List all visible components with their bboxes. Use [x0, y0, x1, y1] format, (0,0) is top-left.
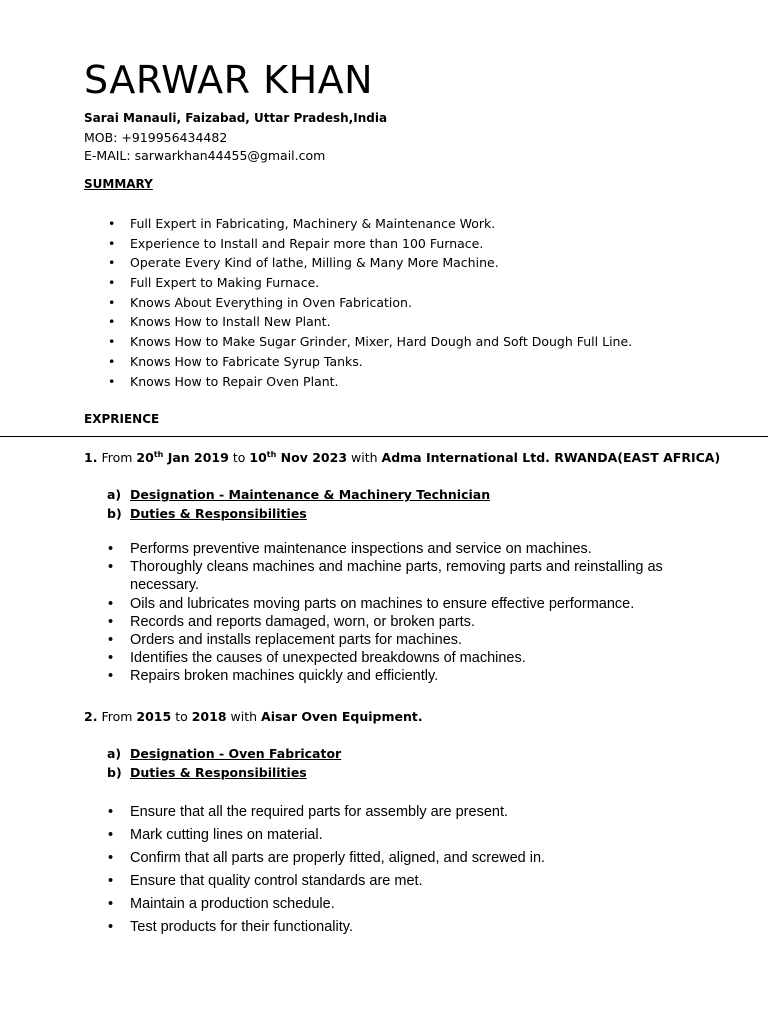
bullet-icon: •	[108, 353, 116, 369]
bullet-icon: •	[108, 275, 116, 291]
company-name: Aisar Oven Equipment.	[261, 709, 423, 724]
bullet-icon: •	[108, 896, 114, 912]
list-item: • Operate Every Kind of lathe, Milling & Many More Machine.	[130, 253, 632, 273]
list-item: • Mark cutting lines on material.	[130, 824, 545, 847]
list-item: • Performs preventive maintenance inspections and service on machines.	[108, 541, 592, 557]
list-item: • Ensure that quality control standards are met.	[130, 870, 545, 893]
bullet-icon: •	[108, 613, 114, 630]
address: Sarai Manauli, Faizabad, Uttar Pradesh,India	[84, 111, 388, 125]
company-name: Adma International Ltd. RWANDA(EAST AFRICA)	[381, 450, 721, 465]
candidate-name: SARWAR KHAN	[84, 58, 374, 102]
list-item: • Maintain a production schedule.	[130, 893, 545, 916]
bullet-icon: •	[108, 255, 116, 271]
list-item: • Knows How to Repair Oven Plant.	[130, 372, 632, 392]
summary-heading: SUMMARY	[84, 177, 153, 191]
list-item: • Knows How to Fabricate Syrup Tanks.	[130, 352, 632, 372]
bullet-icon: •	[108, 919, 114, 935]
bullet-icon: •	[108, 373, 116, 389]
list-item: • Knows About Everything in Oven Fabrication.	[130, 293, 632, 313]
job-1-line: 1. From 20th Jan 2019 to 10th Nov 2023 with Adma International Ltd. RWANDA(EAST AFRICA)	[84, 450, 721, 465]
list-item: • Orders and installs replacement parts for machines.	[108, 632, 463, 649]
job-1-duties-list	[108, 540, 663, 686]
bullet-icon: •	[108, 668, 114, 685]
list-item: • Test products for their functionality.	[130, 916, 545, 939]
list-item: • Ensure that all the required parts for assembly are present.	[130, 801, 545, 824]
bullet-icon: •	[108, 827, 114, 843]
bullet-icon: •	[108, 235, 116, 251]
section-divider	[0, 436, 768, 437]
bullet-icon: •	[108, 216, 116, 231]
job-2-line: 2. From 2015 to 2018 with Aisar Oven Equipment.	[84, 709, 423, 724]
list-item: • Oils and lubricates moving parts on machines to ensure effective performance.	[108, 595, 635, 612]
bullet-icon: •	[108, 850, 114, 866]
email-address: E-MAIL: sarwarkhan44455@gmail.com	[84, 148, 326, 163]
bullet-icon: •	[108, 595, 114, 612]
list-item: • Thoroughly cleans machines and machine parts, removing parts and reinstalling as	[108, 559, 663, 576]
experience-heading: EXPRIENCE	[84, 412, 160, 426]
list-item: • Knows How to Make Sugar Grinder, Mixer, Hard Dough and Soft Dough Full Line.	[130, 332, 632, 352]
bullet-icon: •	[108, 650, 114, 667]
job-2-duties-list	[108, 801, 546, 939]
bullet-icon: •	[108, 541, 114, 557]
bullet-icon: •	[108, 804, 114, 820]
list-item: • Full Expert to Making Furnace.	[130, 273, 632, 293]
list-item: • Identifies the causes of unexpected breakdowns of machines.	[108, 650, 526, 667]
list-item: • Repairs broken machines quickly and efficiently.	[108, 668, 439, 685]
list-item: • Confirm that all parts are properly fitted, aligned, and screwed in.	[130, 847, 545, 870]
mobile-number: MOB: +919956434482	[84, 130, 228, 145]
summary-list	[108, 214, 633, 391]
list-item: • Full Expert in Fabricating, Machinery & Maintenance Work.	[130, 214, 632, 234]
list-item: • Experience to Install and Repair more than 100 Furnace.	[130, 234, 632, 254]
bullet-icon: •	[108, 632, 114, 649]
bullet-icon: •	[108, 314, 116, 330]
bullet-icon: •	[108, 294, 116, 310]
bullet-icon: •	[108, 559, 114, 576]
list-item-continuation: necessary.	[130, 577, 200, 594]
bullet-icon: •	[108, 334, 116, 350]
list-item: • Records and reports damaged, worn, or broken parts.	[108, 613, 475, 630]
list-item: • Knows How to Install New Plant.	[130, 312, 632, 332]
bullet-icon: •	[108, 873, 114, 889]
